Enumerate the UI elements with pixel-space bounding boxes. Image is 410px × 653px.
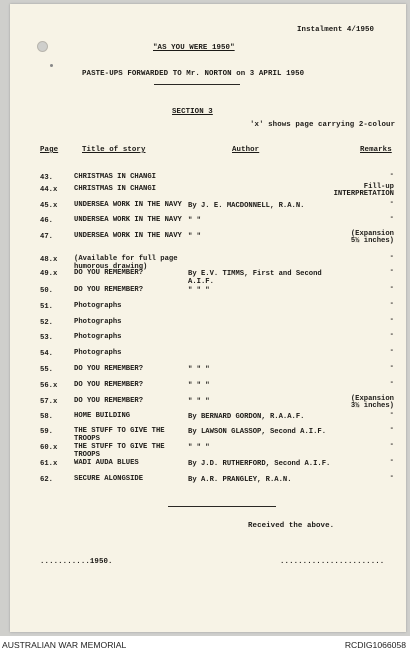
- remarks-cell: Fill-up INTERPRETATION: [333, 183, 394, 198]
- page-number-cell: 43.: [40, 174, 53, 182]
- author-cell: By LAWSON GLASSOP, Second A.I.F.: [188, 428, 327, 436]
- remarks-cell: (Expansion 3½ inches): [350, 395, 394, 410]
- page-number-cell: 48.x: [40, 256, 58, 264]
- page-number-cell: 47.: [40, 233, 53, 241]
- story-title-cell: THE STUFF TO GIVE THE TROOPS: [74, 427, 165, 443]
- author-cell: By A.R. PRANGLEY, R.A.N.: [188, 476, 292, 484]
- page-number-cell: 49.x: [40, 270, 58, 278]
- story-title-cell: UNDERSEA WORK IN THE NAVY: [74, 216, 182, 224]
- remarks-cell: -: [389, 457, 394, 465]
- header-remarks: Remarks: [360, 146, 392, 154]
- story-title-cell: SECURE ALONGSIDE: [74, 475, 144, 483]
- author-cell: " ": [188, 233, 201, 241]
- page-number-cell: 51.: [40, 303, 53, 311]
- header-title: Title of story: [82, 146, 146, 154]
- remarks-cell: -: [389, 363, 394, 371]
- author-cell: By BERNARD GORDON, R.A.A.F.: [188, 413, 305, 421]
- section-heading: SECTION 3: [172, 108, 213, 116]
- author-cell: " " ": [188, 382, 210, 390]
- story-title-cell: Photographs: [74, 333, 122, 341]
- subtitle-rule: [154, 84, 240, 85]
- author-cell: By J. E. MACDONNELL, R.A.N.: [188, 202, 305, 210]
- table-row: [10, 230, 406, 253]
- story-title-cell: UNDERSEA WORK IN THE NAVY: [74, 232, 182, 240]
- author-cell: " ": [188, 217, 201, 225]
- remarks-cell: -: [389, 441, 394, 449]
- page-number-cell: 61.x: [40, 460, 58, 468]
- remarks-cell: -: [389, 214, 394, 222]
- remarks-cell: -: [389, 316, 394, 324]
- story-title-cell: (Available for full page humorous drawing): [74, 255, 178, 271]
- story-title-cell: DO YOU REMEMBER?: [74, 381, 144, 389]
- remarks-cell: -: [389, 425, 394, 433]
- story-title-cell: DO YOU REMEMBER?: [74, 286, 144, 294]
- archive-name: AUSTRALIAN WAR MEMORIAL: [2, 640, 127, 650]
- page-number-cell: 46.: [40, 217, 53, 225]
- document-title: "AS YOU WERE 1950": [153, 44, 235, 52]
- document-page: [10, 4, 406, 632]
- remarks-cell: -: [389, 347, 394, 355]
- page-number-cell: 60.x: [40, 444, 58, 452]
- remarks-cell: -: [389, 331, 394, 339]
- page-number-cell: 56.x: [40, 382, 58, 390]
- received-statement: Received the above.: [248, 522, 335, 530]
- record-id: RCDIG1066058: [344, 640, 406, 650]
- story-title-cell: Photographs: [74, 349, 122, 357]
- page-number-cell: 59.: [40, 428, 53, 436]
- author-cell: " " ": [188, 444, 210, 452]
- table-row: [10, 473, 406, 496]
- separator-rule: [168, 506, 276, 507]
- remarks-cell: -: [389, 267, 394, 275]
- remarks-cell: -: [389, 171, 394, 179]
- story-title-cell: CHRISTMAS IN CHANGI: [74, 173, 156, 181]
- author-cell: " " ": [188, 398, 210, 406]
- page-number-cell: 55.: [40, 366, 53, 374]
- story-title-cell: DO YOU REMEMBER?: [74, 397, 144, 405]
- page-number-cell: 44.x: [40, 186, 58, 194]
- paper-mark: [50, 64, 53, 67]
- remarks-cell: -: [389, 253, 394, 261]
- page-number-cell: 58.: [40, 413, 53, 421]
- author-cell: By E.V. TIMMS, First and Second A.I.F.: [188, 270, 322, 286]
- story-title-cell: Photographs: [74, 318, 122, 326]
- remarks-cell: -: [389, 473, 394, 481]
- remarks-cell: -: [389, 410, 394, 418]
- story-title-cell: DO YOU REMEMBER?: [74, 365, 144, 373]
- story-title-cell: WADI AUDA BLUES: [74, 459, 139, 467]
- page-number-cell: 52.: [40, 319, 53, 327]
- document-subtitle: PASTE-UPS FORWARDED TO Mr. NORTON on 3 APRIL 1950: [82, 70, 305, 78]
- signature-line: .......................: [280, 558, 385, 566]
- page-number-cell: 57.x: [40, 398, 58, 406]
- author-cell: " " ": [188, 366, 210, 374]
- remarks-cell: -: [389, 300, 394, 308]
- remarks-cell: -: [389, 199, 394, 207]
- remarks-cell: -: [389, 379, 394, 387]
- colour-note: 'x' shows page carrying 2-colour: [250, 121, 396, 129]
- story-title-cell: CHRISTMAS IN CHANGI: [74, 185, 156, 193]
- author-cell: By J.D. RUTHERFORD, Second A.I.F.: [188, 460, 331, 468]
- story-title-cell: DO YOU REMEMBER?: [74, 269, 144, 277]
- story-title-cell: THE STUFF TO GIVE THE TROOPS: [74, 443, 165, 459]
- date-line: ...........1950.: [40, 558, 113, 566]
- page-number-cell: 62.: [40, 476, 53, 484]
- remarks-cell: (Expansion 5½ inches): [350, 230, 394, 245]
- remarks-cell: -: [389, 284, 394, 292]
- author-cell: " " ": [188, 287, 210, 295]
- instalment-number: Instalment 4/1950: [297, 26, 375, 34]
- header-page: Page: [40, 146, 59, 154]
- story-title-cell: UNDERSEA WORK IN THE NAVY: [74, 201, 182, 209]
- header-author: Author: [232, 146, 260, 154]
- punch-hole: [37, 41, 48, 52]
- page-number-cell: 45.x: [40, 202, 58, 210]
- story-title-cell: HOME BUILDING: [74, 412, 131, 420]
- page-number-cell: 54.: [40, 350, 53, 358]
- archive-footer: [0, 636, 410, 653]
- page-number-cell: 53.: [40, 334, 53, 342]
- page-number-cell: 50.: [40, 287, 53, 295]
- story-title-cell: Photographs: [74, 302, 122, 310]
